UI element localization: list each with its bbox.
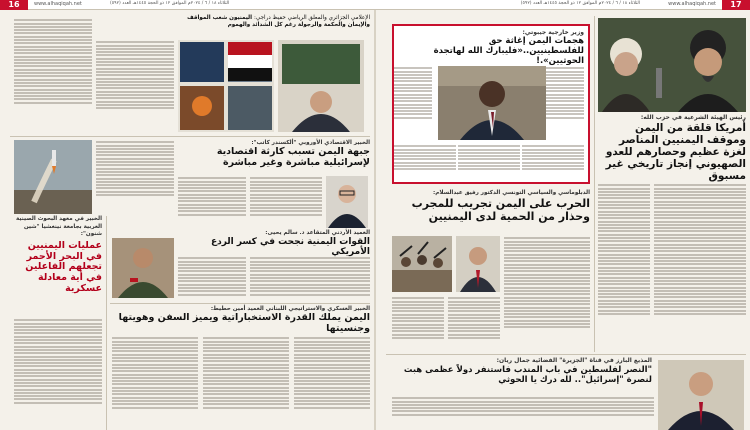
- article-kicker: الإعلامي الجزائري والمعلق الرياضي حفيظ دراجي:: [254, 15, 370, 21]
- article-headline: أمريكا قلقة من اليمن وموقف اليمنيين المناصر لغزة عظيم وحصارهم للعدو الصهيوني إنجاز تاريخي غير مسبوق: [605, 122, 746, 183]
- article-body: [546, 66, 584, 140]
- article-kicker: الدبلوماسي والسياسي التونسي الدكتور رفيق عبدالسلام:: [433, 190, 590, 196]
- article-body: [178, 176, 246, 228]
- rally-illustration: [392, 236, 452, 292]
- article-body: [598, 183, 650, 349]
- article-body: [394, 144, 456, 182]
- article-body: [96, 140, 174, 214]
- right-site-url: www.alhaqiqah.net: [668, 1, 716, 7]
- article-body: [392, 296, 444, 352]
- left-dateline: الثلاثاء ١٨ / ٦ / ٢٠٢٤م الموافق ١٢ ذو الحجة ١٤٤٥هـ العدد (٥٩٢): [110, 1, 230, 6]
- article-body: [112, 336, 198, 430]
- article-kicker: الخبير في معهد البحوث الصينية العربية بجامعة نينغشيا "شين شنون":: [16, 216, 102, 238]
- anchor-photo: [658, 360, 744, 430]
- article-body: [178, 256, 246, 306]
- article-headline: اليمن يملك القدرة الاستخباراتية ويميز السفن وهويتها وجنسيتها: [118, 312, 370, 334]
- brigadier-photo: [112, 238, 174, 298]
- column-rule: [594, 16, 595, 352]
- article-kicker: المذيع البارز في قناة "الجزيرة" الفضائية جمال ريان:: [496, 357, 652, 364]
- article-kicker: رئيس الهيئة الشرعية في حزب الله:: [640, 114, 746, 121]
- article-body: [294, 336, 370, 430]
- collage-illustration: [178, 40, 274, 132]
- economist-photo: [326, 176, 368, 228]
- portrait-photo: [278, 40, 364, 132]
- minister-illustration: [438, 66, 546, 140]
- anchor-illustration: [658, 360, 744, 430]
- missile-illustration: [14, 140, 92, 214]
- article-headline: جبهة اليمن تسبب كارثة اقتصادية لإسرائيلية مباشرة وغير مباشرة: [216, 146, 370, 168]
- article-body: [522, 144, 584, 182]
- article-kicker: الخبير الاقتصادي الأوروبي "ألكسندر كاتب":: [251, 140, 370, 146]
- article-kicker: العميد الأردني المتقاعد د. سالم يحيى:: [265, 230, 370, 236]
- article-body: [394, 66, 432, 140]
- article-body: [458, 144, 520, 182]
- column-rule: [106, 216, 107, 430]
- page-gutter: [374, 10, 376, 430]
- right-page-number: 17: [722, 0, 750, 10]
- economist-illustration: [326, 176, 368, 228]
- article-headline: اليمنيون شعب المواقف والإيمان والحكمة والرجولة رغم كل الشدائد والهموم: [187, 15, 370, 29]
- article-body: [654, 183, 746, 349]
- rally-photo: [392, 236, 452, 292]
- section-rule: [110, 303, 370, 304]
- article-kicker: وزير خارجية جيبوتي:: [522, 29, 584, 36]
- article-body: [14, 318, 102, 430]
- brigadier-illustration: [112, 238, 174, 298]
- article-headline: عمليات اليمنيين في البحر الأحمر تجعلهم الفاعلين في أية معادلة عسكرية: [25, 239, 102, 295]
- article-body: [203, 336, 289, 430]
- portrait-illustration: [278, 40, 364, 132]
- diplomat-photo: [456, 236, 500, 292]
- minister-photo: [438, 66, 546, 140]
- article-headline-combined: [178, 15, 370, 30]
- article-body: [96, 40, 174, 130]
- article-kicker: الخبير العسكري والاستراتيجي اللبناني العميد أمين حطيط:: [210, 306, 370, 312]
- article-body: [392, 396, 654, 430]
- article-headline: هجمات اليمن إغاثة حق للفلسطينيين..«فليبارك الله لهاتجدة الحوثيين».!: [433, 36, 584, 67]
- clerics-photo: [598, 18, 746, 112]
- article-body: [448, 296, 500, 352]
- section-rule: [386, 354, 746, 355]
- article-body: [250, 256, 370, 306]
- featured-article-box: [392, 24, 590, 184]
- article-headline: الحرب على اليمن تجريب للمجرب وحذار من الحمية لدى اليمنيين: [411, 197, 590, 223]
- collage-photo: [178, 40, 274, 132]
- left-page-number: 16: [0, 0, 28, 10]
- section-rule: [10, 136, 370, 137]
- article-headline: "النصر لفلسطين في باب المندب فاستنفر دولاً عظمى هبت لنصرة "إسرائيل".. لله درك يا الحوثي: [403, 365, 652, 385]
- article-body: [250, 176, 322, 228]
- left-site-url: www.alhaqiqah.net: [34, 1, 82, 7]
- right-dateline: الثلاثاء ١٨ / ٦ / ٢٠٢٤م الموافق ١٢ ذو الحجة ١٤٤٥هـ العدد (٥٩٢): [520, 1, 640, 6]
- clerics-illustration: [598, 18, 746, 112]
- diplomat-illustration: [456, 236, 500, 292]
- missile-photo: [14, 140, 92, 214]
- article-body: [504, 236, 590, 352]
- article-body: [14, 18, 92, 130]
- article-headline: القوات اليمنية نجحت في كسر الردع الأمريكي: [210, 237, 370, 258]
- page-header: [0, 0, 750, 10]
